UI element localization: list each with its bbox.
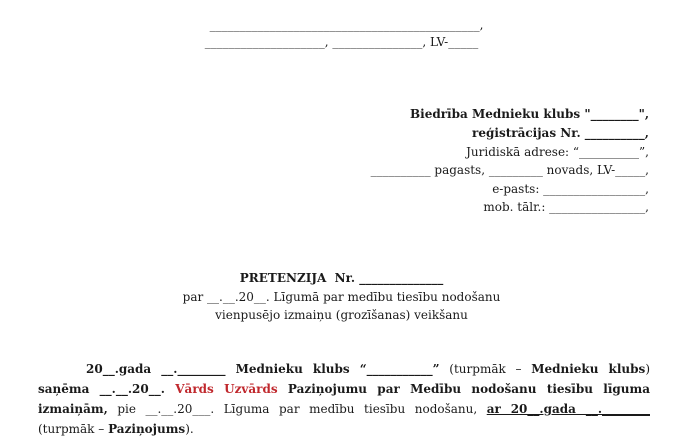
body-text: (turpmāk – [38,422,109,436]
recipient-phone: mob. tālr.: ________________, [483,200,649,214]
recipient-email: e-pasts: _________________, [492,182,649,196]
claim-subtitle-2: vienpusējo izmaiņu (grozīšanas) veikšanu [215,308,468,322]
sender-line-2: ____________________, _______________, LV-_____ [204,35,479,49]
recipient-address: Juridiskā adrese: “__________”, [466,145,649,159]
recipient-name: Biedrība Mednieku klubs "________", [410,107,649,121]
body-text: ) [645,362,650,376]
sender-line-1: _____________________________________________, [209,18,484,32]
claim-subtitle-1: par __.__.20__. Līgumā par medību tiesību nodošanu [182,290,501,304]
body-received: saņēma __.__.20__. [38,382,165,396]
claim-heading: PRETENZIJA Nr. ______________ [239,271,444,285]
body-date-club: 20__.gada __.________ Mednieku klubs “___________” [86,362,440,376]
body-person-name: Vārds Uzvārds [164,382,288,396]
body-text: ). [185,422,194,436]
body-paragraph [38,359,650,439]
body-club-short: Mednieku klubs [531,362,646,376]
recipient-registration: reģistrācijas Nr. __________, [472,126,649,140]
body-notice-short: Paziņojums [108,422,186,436]
body-notice: Paziņojumu par Medību nodošanu tiesību līguma izmaiņām, [38,382,650,416]
recipient-parish: __________ pagasts, _________ novads, LV-_____, [370,163,649,177]
body-text: (turpmāk – [439,362,532,376]
body-contract-date: ar 20__.gada __.________ [486,402,650,416]
body-text: pie __.__.20___. Līguma par medību tiesību nodošanu, [107,402,487,416]
